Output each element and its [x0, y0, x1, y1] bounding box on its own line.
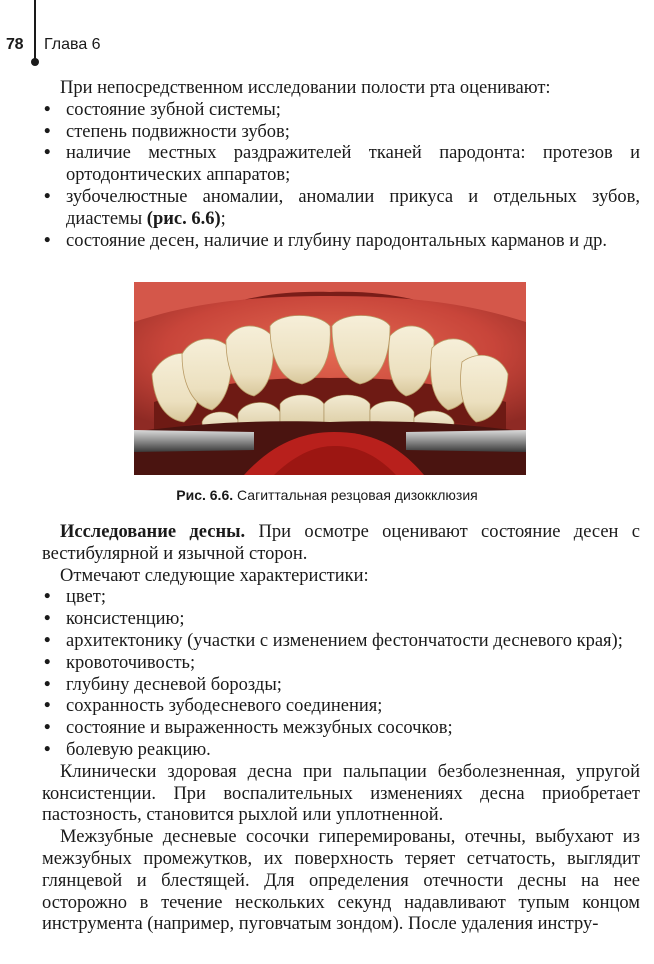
gum-section: [42, 522, 640, 936]
list-item: • болевую реакцию.: [42, 740, 640, 762]
chapter-title: Глава 6: [44, 36, 101, 53]
section-heading: Исследование десны.: [60, 522, 246, 542]
page-number: 78: [6, 36, 24, 53]
intro-block: [42, 78, 640, 252]
list-item: • кровоточивость;: [42, 653, 640, 675]
list-item-tail: ;: [220, 208, 226, 229]
list-item-text: зубочелюстные аномалии, аномалии прикуса и отдельных зубов, диастемы: [66, 186, 640, 229]
list-item: • степень подвижности зубов;: [42, 122, 640, 144]
gum-section-intro-text: При осмотре оценивают состояние десен с вестибулярной и язычной сторон.: [42, 522, 640, 564]
intro-list: [42, 100, 640, 253]
figure-label: Рис. 6.6.: [176, 487, 234, 503]
header-dot: [31, 58, 39, 66]
list-item: • состояние и выраженность межзубных сосочков;: [42, 718, 640, 740]
list-item: • состояние десен, наличие и глубину пародонтальных карманов и др.: [42, 231, 640, 253]
paragraph: Межзубные десневые сосочки гиперемированы, отечны, выбухают из межзубных промежутков, их поверхность теряет сетчатость, выглядит глянцевой и блестящей. Для определения отечности десны на нее осторожно в течение нескольких секунд надавливают тупым концом инструмента (например, пуговчатым зондом). После удаления инстру-: [42, 827, 640, 935]
list-item: • наличие местных раздражителей тканей пародонта: протезов и ортодонтических аппаратов;: [42, 143, 640, 187]
gum-section-intro: [42, 522, 640, 566]
list-item: • архитектонику (участки с изменением фестончатости десневого края);: [42, 631, 640, 653]
figure-caption-text: Сагиттальная резцовая дизокклюзия: [237, 487, 478, 503]
list-item: • глубину десневой борозды;: [42, 675, 640, 697]
list-item: • состояние зубной системы;: [42, 100, 640, 122]
gum-section-lead: Отмечают следующие характеристики:: [60, 565, 369, 586]
header-rule: [34, 0, 36, 60]
figure-photo-teeth: [134, 282, 526, 475]
list-item: • сохранность зубодесневого соединения;: [42, 696, 640, 718]
figure-reference[interactable]: (рис. 6.6): [146, 208, 221, 229]
gum-characteristics-list: [42, 587, 640, 761]
figure-caption: [0, 487, 654, 503]
paragraph: Клинически здоровая десна при пальпации безболезненная, упругой консистенции. При воспалительных изменениях десна приобретает пастозность, становится рыхлой или уплотненной.: [42, 761, 640, 826]
list-item: • консистенцию;: [42, 609, 640, 631]
list-item: [42, 187, 640, 231]
intro-lead: При непосредственном исследовании полости рта оценивают:: [60, 78, 551, 98]
list-item: • цвет;: [42, 587, 640, 609]
